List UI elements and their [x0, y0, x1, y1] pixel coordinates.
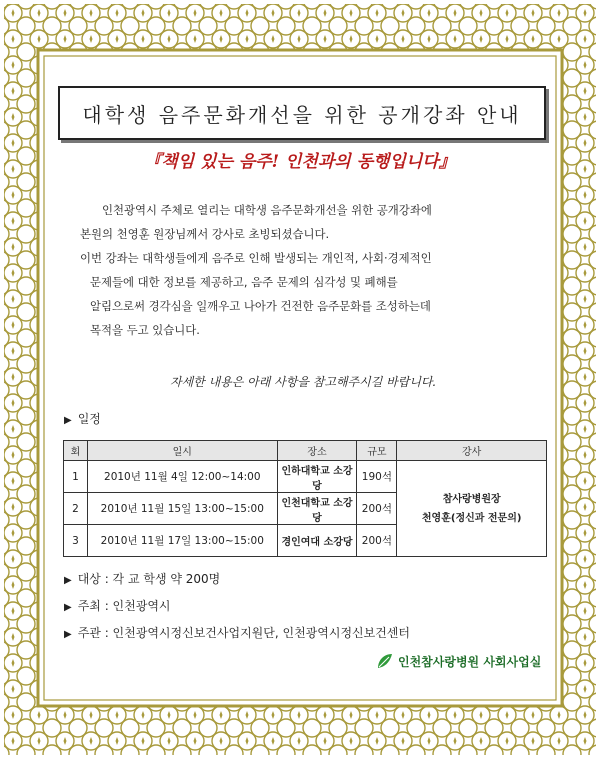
- session-size: 200석: [357, 493, 397, 525]
- speaker-name: 천영훈(정신과 전문의): [421, 512, 522, 524]
- session-size: 200석: [357, 525, 397, 557]
- title-box: [58, 86, 546, 140]
- intro-line: 목적을 두고 있습니다.: [90, 323, 200, 337]
- target-info: [64, 570, 220, 587]
- intro-line: 문제들에 대한 정보를 제공하고, 음주 문제의 심각성 및 폐해를: [90, 275, 398, 289]
- triangle-bullet-icon: ▶: [64, 575, 72, 586]
- session-place: 경인여대 소강당: [277, 525, 357, 557]
- intro-line: 이번 강좌는 대학생들에게 음주로 인해 발생되는 개인적, 사회·경제적인: [80, 251, 432, 265]
- target-text: 대상 : 각 교 학생 약 200명: [77, 572, 221, 586]
- header-cell: 장소: [277, 441, 357, 461]
- signature-text: 인천참사랑병원 사회사업실: [398, 654, 542, 669]
- speaker-cell: [397, 461, 547, 557]
- session-place: 인하대학교 소강당: [277, 461, 357, 493]
- leaf-logo-icon: [376, 652, 394, 670]
- schedule-heading: [64, 410, 101, 427]
- triangle-bullet-icon: ▶: [64, 629, 72, 640]
- session-number: 3: [64, 525, 88, 557]
- intro-text: [80, 198, 540, 342]
- page-title: 대학생 음주문화개선을 위한 공개강좌 안내: [82, 102, 522, 127]
- schedule-table: [63, 440, 547, 557]
- session-datetime: 2010년 11월 15일 13:00~15:00: [87, 493, 277, 525]
- header-cell: 강사: [397, 441, 547, 461]
- intro-line: 본원의 천영훈 원장님께서 강사로 초빙되셨습니다.: [80, 227, 330, 241]
- intro-line: 알림으로써 경각심을 일깨우고 나아가 건전한 음주문화를 조성하는데: [90, 299, 431, 313]
- closing-text: 자세한 내용은 아래 사항을 참고해주시길 바랍니다.: [170, 375, 437, 389]
- session-number: 1: [64, 461, 88, 493]
- speaker-title: 참사랑병원장: [442, 493, 501, 505]
- session-number: 2: [64, 493, 88, 525]
- header-cell: 회: [64, 441, 88, 461]
- triangle-bullet-icon: ▶: [64, 602, 72, 613]
- intro-line: 인천광역시 주체로 열리는 대학생 음주문화개선을 위한 공개강좌에: [102, 203, 432, 217]
- session-place: 인천대학교 소강당: [277, 493, 357, 525]
- session-datetime: 2010년 11월 17일 13:00~15:00: [87, 525, 277, 557]
- triangle-bullet-icon: ▶: [64, 415, 72, 426]
- schedule-heading-label: 일정: [77, 412, 101, 426]
- session-size: 190석: [357, 461, 397, 493]
- table-header-row: [64, 441, 547, 461]
- host-text: 주최 : 인천광역시: [77, 599, 171, 613]
- session-datetime: 2010년 11월 4일 12:00~14:00: [87, 461, 277, 493]
- organizer-text: 주관 : 인천광역시정신보건사업지원단, 인천광역시정신보건센터: [77, 626, 410, 640]
- organization-signature: [376, 652, 541, 670]
- organizer-info: [64, 624, 410, 641]
- header-cell: 규모: [357, 441, 397, 461]
- table-row: [64, 461, 547, 493]
- header-cell: 일시: [87, 441, 277, 461]
- slogan: 『책임 있는 음주! 인천과의 동행입니다』: [144, 152, 456, 172]
- host-info: [64, 597, 171, 614]
